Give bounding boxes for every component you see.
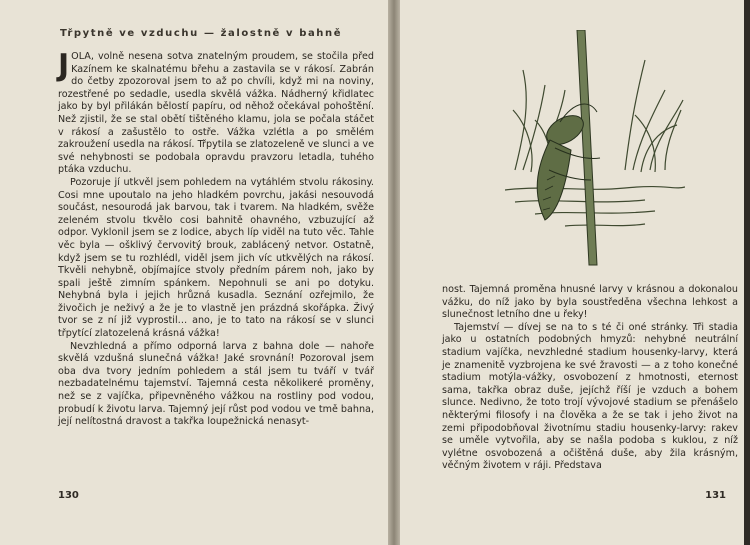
right-page-text bbox=[442, 284, 738, 473]
dragonfly-larva-illustration bbox=[505, 30, 685, 270]
page-edge bbox=[744, 0, 750, 545]
paragraph: Nevzhledná a přímo odporná larva z bahna dole — nahoře skvělá vzdušná slunečná vážka! Jaké srovnání! Pozoroval jsem oba dva tvory jedním pohledem a stál jsem tu tváří v tvář nezbadatelnému tajemství. Tajemná cesta několikeré proměny, než se z vajíčka, připevněného vážkou na rostliny pod vodou, probudí k životu larva. Tajemný její růst pod vodou ve tmě bahna, její nelítostná dravost a takřka loupežnická nenasyt- bbox=[58, 340, 374, 428]
paragraph: Pozoruje jí utkvěl jsem pohledem na vytáhlém stvolu rákosiny. Cosi mne upoutalo na jeho hladkém povrchu, jakási nesouvodá součást, nesourodá jak barvou, tak i tvarem. Na hladkém, svěže zeleném stvolu tkvělo cosi bahnitě ohavného, vzbuzující až odpor. Vyklonil jsem se z lodice, abych líp viděl na tuto věc. Tahle věc byla — ošklivý červovitý brouk, zablácený netvor. Ostatně, když jsem se tu rozhlédl, viděl jsem jich víc utkvělých na rákosí. Tkvěli nehybně, objímajíce stvoly předním párem noh, jako by spali ještě zimním spánkem. Nepohnuli se ani po dotyku. Nehybná byla i jejich hrůzná kusadla. Seznání ozřejmilo, že živočich je neživý a že je to vlastně jen prázdná skořápka. Živý tvor se z ní již vyprostil… ano, je to tato na rákosí se v slunci třpytící zlatozelená krásná vážka! bbox=[58, 176, 374, 340]
paragraph: Tajemství — dívej se na to s té či oné stránky. Tři stadia jako u ostatních podobných hmyzů: nehybné neutrální stadium vajíčka, nevzhledné stadium housenky-larvy, která je znamenitě vyzbrojena ke své žravosti — a z toho konečné stadium motýla-vážky, osvobození z hmotnosti, eternost sama, takřka obraz duše, jejíchž říší je vzduch a bohem slunce. Nedivno, že toto trojí vývojové stadium se přenášelo některými filosofy i na člověka a že se tak i jeho život na zemi připodobňoval životnímu stadiu housenky-larvy: rakev se uměle vytvořila, aby se našla podoba s kuklou, z níž vylétne osvobozená a očištěná duše, aby žila krásným, věčným životem v ráji. Představa bbox=[442, 321, 738, 472]
drop-cap: J bbox=[58, 48, 70, 83]
paragraph: JOLA, volně nesena sotva znatelným proudem, se stočila před Kazínem ke skalnatému břehu a zastavila se v rákosí. Zabrán do četby zpozoroval jsem to až po chvíli, když mi na noviny, rozestřené po sedadle, usedla skvělá vážka. Nádherný křidlatec jako by byl přilákán bělostí papíru, od něhož očekával pohoštění. Než zjistil, že se stal obětí tištěného klamu, jola se počala stáčet v rákosí a zašustělo to ostře. Vážka vzlétla a po smělém zakroužení usedla na rákosí. Třpytila se zlatozeleně ve slunci a ve své nehybnosti se podobala opravdu pravzoru letadla, tuhého ptáka vzduchu. bbox=[58, 48, 374, 176]
page-number: 130 bbox=[58, 490, 79, 501]
paragraph: nost. Tajemná proměna hnusné larvy v krásnou a dokonalou vážku, do níž jako by byla soustředěna všechna lehkost a slunečnost letního dne u řeky! bbox=[442, 284, 738, 321]
left-page-text bbox=[58, 48, 374, 429]
page-number: 131 bbox=[705, 490, 726, 501]
running-head: Třpytně ve vzduchu — žalostně v bahně bbox=[60, 28, 343, 39]
right-page bbox=[400, 0, 750, 545]
book-gutter bbox=[388, 0, 400, 545]
